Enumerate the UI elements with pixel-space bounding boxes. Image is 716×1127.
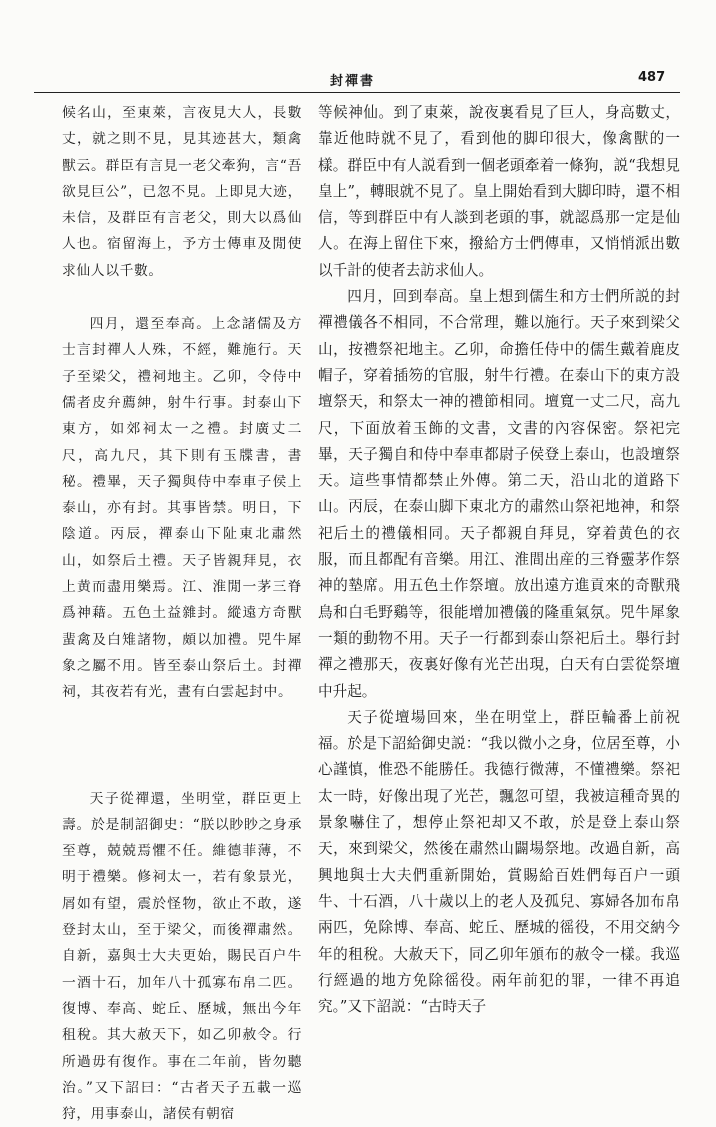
page-number: 487: [638, 70, 666, 85]
classical-text-column: [62, 100, 302, 1127]
classical-paragraph-3: 天子從禪還，坐明堂，群臣更上壽。於是制詔御史：“朕以眇眇之身承至尊，兢兢焉懼不任。維德菲薄，不明于禮樂。修祠太一，若有象景光，屑如有望，震於怪物，欲止不敢，遂登封太山，至于梁父，而後禪肅然。自新，嘉與士大夫更始，賜民百户牛一酒十石，加年八十孤寡布帛二匹。復博、奉高、蛇丘、歷城，無出今年租稅。其大赦天下，如乙卯赦令。行所過毋有復作。事在二年前，皆勿聽治。”又下詔曰：“古者天子五載一巡狩，用事泰山，諸侯有朝宿: [62, 790, 302, 1123]
running-header-title: 封禪書: [330, 74, 376, 89]
translation-text-column: [318, 100, 680, 1020]
classical-paragraph-1: 候名山，至東萊，言夜見大人，長數丈，就之則不見，見其迹甚大，類禽獸云。群臣有言見一老父牽狗，言“吾欲見巨公”，已忽不見。上即見大迹，未信，及群臣有言老父，則大以爲仙人也。宿留海上，予方士傳車及閒使求仙人以千數。: [62, 105, 302, 279]
translation-paragraph-2: 四月，回到奉高。皇上想到儒生和方士們所説的封禪禮儀各不相同，不合常理，難以施行。天子來到梁父山，按禮祭祀地主。乙卯，命擔任侍中的儒生戴着鹿皮帽子，穿着插笏的官服，射牛行禮。在泰山下的東方設壇祭天，和祭太一神的禮節相同。壇寬一丈二尺，高九尺，下面放着玉飾的文書，文書的內容保密。祭祀完畢，天子獨自和侍中奉車都尉子侯登上泰山，也設壇祭天。這些事情都禁止外傳。第二天，沿山北的道路下山。丙辰，在泰山脚下東北方的肅然山祭祀地神，和祭祀后土的禮儀相同。天子都親自拜見，穿着黄色的衣服，而且都配有音樂。用江、淮間出産的三脊靈茅作祭神的墊席。用五色土作祭壇。放出遠方進貢來的奇獸飛鳥和白毛野鷄等，很能增加禮儀的隆重氣氛。兕牛犀象一類的動物不用。天子一行都到泰山祭祀后土。舉行封禪之禮那天，夜裏好像有光芒出現，白天有白雲從祭壇中升起。: [318, 288, 680, 700]
header-rule: [34, 92, 680, 93]
translation-paragraph-1: 等候神仙。到了東萊，說夜裏看見了巨人，身高數丈，靠近他時就不見了，看到他的脚印很大，像禽獸的一樣。群臣中有人説看到一個老頭牽着一條狗，説“我想見皇上”，轉眼就不見了。皇上開始看到大脚印時，還不相信，等到群臣中有人談到老頭的事，就認爲那一定是仙人。在海上留住下來，撥給方士們傳車，又悄悄派出數以千計的使者去訪求仙人。: [318, 104, 680, 279]
translation-paragraph-3: 天子從壇場回來，坐在明堂上，群臣輪番上前祝福。於是下詔給御史説：“我以微小之身，位居至尊，小心謹慎，惟恐不能勝任。我德行微薄，不懂禮樂。祭祀太一時，好像出現了光芒，飄忽可望，我被這種奇異的景象嚇住了，想停止祭祀却又不敢，於是登上泰山祭天，來到梁父，然後在肅然山闢場祭地。改過自新，高興地與士大夫們重新開始，賞賜給百姓們每百户一頭牛、十石酒，八十歲以上的老人及孤兒、寡婦各加布帛兩匹，免除博、奉高、蛇丘、歷城的徭役，不用交納今年的租稅。大赦天下，同乙卯年頒布的赦令一樣。我巡行經過的地方免除徭役。兩年前犯的罪，一律不再追究。”又下詔説：“古時天子: [318, 708, 680, 1016]
classical-paragraph-2: 四月，還至奉高。上念諸儒及方士言封禪人人殊，不經，難施行。天子至梁父，禮祠地主。乙卯，令侍中儒者皮弁薦紳，射牛行事。封泰山下東方，如郊祠太一之禮。封廣丈二尺，高九尺，其下則有玉牒書，書秘。禮畢，天子獨與侍中奉車子侯上泰山，亦有封。其事皆禁。明日，下陰道。丙辰，禪泰山下阯東北肅然山，如祭后土禮。天子皆親拜見，衣上黄而盡用樂焉。江、淮閒一茅三脊爲神藉。五色土益雜封。縱遠方奇獸蜚禽及白雉諸物，頗以加禮。兕牛犀象之屬不用。皆至泰山祭后土。封禪祠，其夜若有光，晝有白雲起封中。: [62, 316, 302, 701]
